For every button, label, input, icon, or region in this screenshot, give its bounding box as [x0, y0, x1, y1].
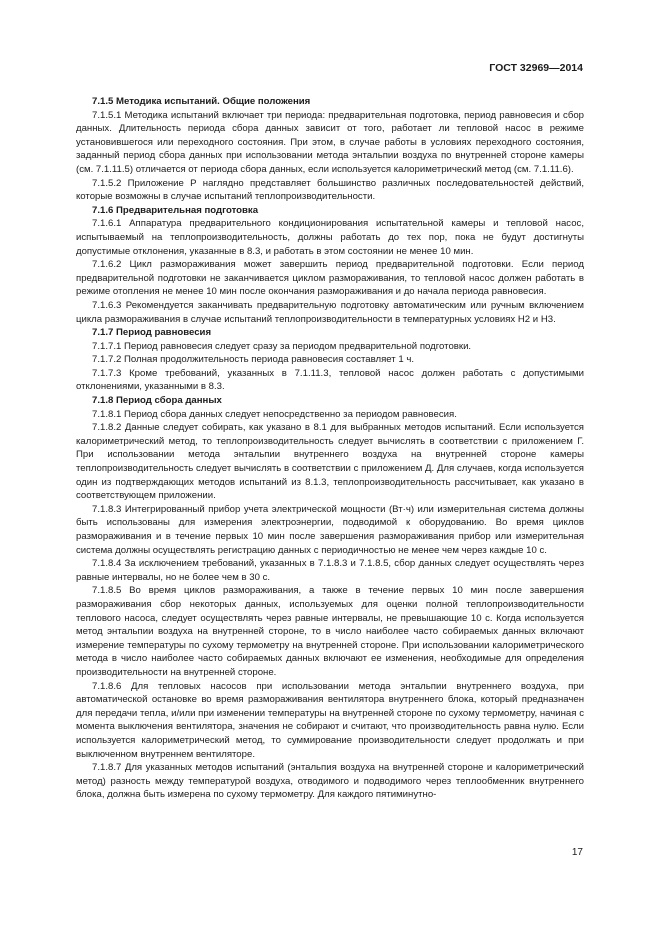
paragraph: 7.1.6.3 Рекомендуется заканчивать предварительную подготовку автоматическим или ручным включением цикла размораживания в случае испытаний теплопроизводительности в температурных условиях Н2 и Н3. — [76, 299, 584, 325]
document-header: ГОСТ 32969—2014 — [489, 62, 583, 74]
paragraph: 7.1.5.1 Методика испытаний включает три периода: предварительная подготовка, период равновесия и сбор данных. Длительность периода сбора данных зависит от того, работает ли тепловой насос в режиме установившегося или переходного состояния. При этом, в случае работы в условиях переходного состояния, заданный период сбора данных при использовании метода энтальпии воздуха по внутренней стороне камеры (см. 7.1.11.5) отличается от периода сбора данных, если используется калориметрический метод (см. 7.1.11.6). — [76, 109, 584, 175]
paragraph: 7.1.5.2 Приложение Р наглядно представляет большинство различных последовательностей действий, которые возможны в случае испытаний теплопроизводительности. — [76, 177, 584, 203]
section-heading: 7.1.7 Период равновесия — [92, 327, 212, 339]
paragraph: 7.1.8.7 Для указанных методов испытаний (энтальпия воздуха на внутренней стороне и калориметрический метод) разность между температурой воздуха, отводимого и подводимого через теплообменник внутреннего блока, должна быть измерена по сухому термометру. Для каждого пятиминутно- — [76, 762, 584, 801]
section-heading: 7.1.6 Предварительная подготовка — [92, 204, 259, 216]
section-heading: 7.1.5 Методика испытаний. Общие положения — [92, 96, 311, 107]
paragraph: 7.1.8.4 За исключением требований, указанных в 7.1.8.3 и 7.1.8.5, сбор данных следует осуществлять через равные интервалы, но не более чем в 30 с. — [76, 558, 584, 583]
paragraph: 7.1.8.6 Для тепловых насосов при использовании метода энтальпии внутреннего воздуха, при автоматической остановке во время размораживания вентилятора внутреннего блока, который предназначен для передачи тепла, и/или при изменении температуры на внутренней стороне по сухому термометру, начиная с момента выключения вентилятора, значения не собирают и считают, что производительность равна нулю. Если используется калориметрический метод, то суммирование производительности следует продолжать и при выключенном внутреннем вентиляторе. — [76, 680, 584, 760]
document-body — [76, 95, 584, 802]
paragraph: 7.1.6.2 Цикл размораживания может завершить период предварительной подготовки. Если период предварительной подготовки не заканчивается циклом размораживания, то тепловой насос должен работать в режиме отопления не менее 10 мин после окончания размораживания и до начала периода равновесия. — [76, 259, 584, 298]
paragraph: 7.1.8.2 Данные следует собирать, как указано в 8.1 для выбранных методов испытаний. Если используется калориметрический метод, то теплопроизводительность следует вычислять в соответствии с приложением Г. При использовании метода энтальпии внутреннего воздуха на внутренней стороне камеры теплопроизводительность следует вычислять в соответствии с приложением Д. Для случаев, когда используется один из подтверждающих методов испытаний из 8.1.3, теплопроизводительность рассчитывает, как указано в соответствующем приложении. — [76, 422, 584, 502]
paragraph: 7.1.7.3 Кроме требований, указанных в 7.1.11.3, тепловой насос должен работать с допустимыми отклонениями, указанными в 8.3. — [76, 367, 584, 393]
paragraph: 7.1.6.1 Аппаратура предварительного кондиционирования испытательной камеры и тепловой насос, испытываемый на теплопроизводительность, должны работать до тех пор, пока не будут достигнуты допустимые отклонения, указанные в 8.3, и работать в этом состоянии не менее 10 мин. — [76, 218, 584, 257]
paragraph: 7.1.8.1 Период сбора данных следует непосредственно за периодом равновесия. — [92, 408, 457, 420]
paragraph: 7.1.8.5 Во время циклов размораживания, а также в течение первых 10 мин после завершения размораживания сбор некоторых данных, используемых для оценки полной теплопроизводительности теплового насоса, следует осуществлять через равные интервалы, не превышающие 10 с. Когда используется метод энтальпии воздуха на внутренней стороне, то в число наиболее часто собираемых данных включают измерение температуры по сухому термометру на внутренней стороне. При использовании калориметрического метода в число наиболее часто собираемых данных включают ее изменения, необходимые для определения производительности на внутренней стороне. — [76, 585, 584, 678]
paragraph: 7.1.7.1 Период равновесия следует сразу за периодом предварительной подготовки. — [92, 340, 472, 352]
section-heading: 7.1.8 Период сбора данных — [92, 395, 222, 407]
page-number: 17 — [571, 847, 583, 858]
paragraph: 7.1.7.2 Полная продолжительность периода равновесия составляет 1 ч. — [92, 354, 415, 366]
paragraph: 7.1.8.3 Интегрированный прибор учета электрической мощности (Вт·ч) или измерительная система должны быть использованы для измерения электроэнергии, подводимой к оборудованию. Во время циклов размораживания и в течение первых 10 мин после завершения размораживания прибор или измерительная система должны осуществлять регистрацию данных с периодичностью не менее чем через каждые 10 с. — [76, 503, 584, 556]
